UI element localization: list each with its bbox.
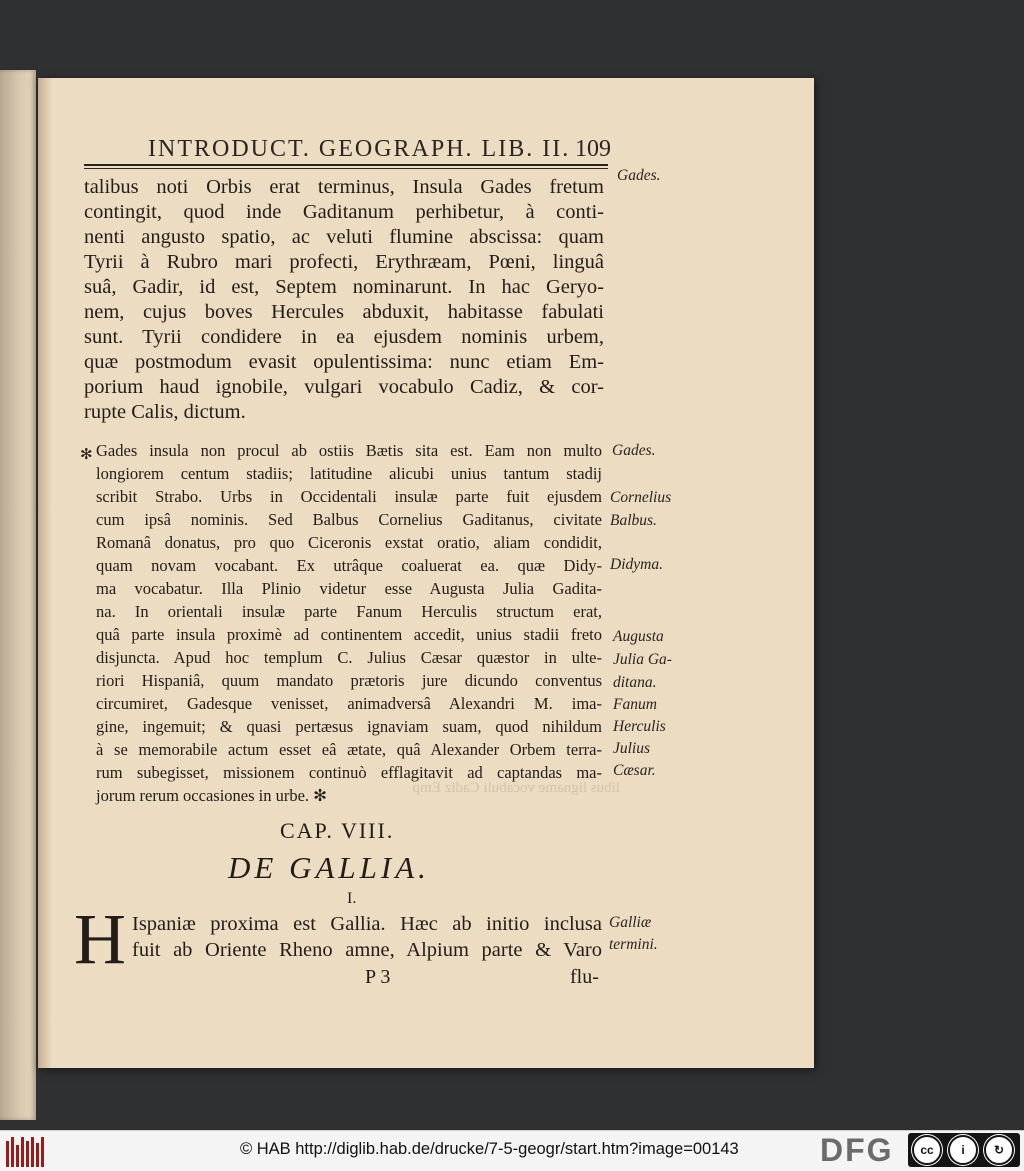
margin-note: Cornelius [610, 489, 672, 506]
margin-note: ditana. [613, 674, 657, 691]
note-line: Gades insula non procul ab ostiis Bætis sita est. Eam non multo [96, 441, 602, 460]
drop-cap: H [74, 899, 126, 979]
note-line: quam novam vocabant. Ex utrâque coaluerat ea. quæ Didy- [96, 556, 602, 575]
header-rule-thin [84, 168, 608, 169]
share-alike-icon: ↻ [984, 1135, 1014, 1165]
note-line: cum ipsâ nominis. Sed Balbus Cornelius Gaditanus, civitate [96, 510, 602, 529]
note-line: circumiret, Gadesque venisset, animadversâ Alexandri M. ima- [96, 694, 602, 713]
cc-license-badge[interactable] [908, 1133, 1020, 1167]
body-text-line: suâ, Gadir, id est, Septem nominarunt. In hac Geryo- [84, 276, 604, 298]
margin-note: Herculis [613, 718, 666, 735]
margin-note: Cæsar. [613, 762, 656, 779]
margin-note: Fanum [613, 696, 657, 713]
margin-note: Julius [613, 740, 651, 757]
note-line: na. In orientali insulæ parte Fanum Herculis structum erat, [96, 602, 602, 621]
margin-note: Didyma. [610, 556, 663, 573]
body-text-line: Tyrii à Rubro mari profecti, Erythræam, Pœni, linguâ [84, 251, 604, 273]
copyright-link[interactable]: © HAB http://diglib.hab.de/drucke/7-5-geogr/start.htm?image=00143 [240, 1140, 739, 1158]
body-text-line: porium haud ignobile, vulgari vocabulo Cadiz, & cor- [84, 376, 604, 398]
attribution-icon: i [948, 1135, 978, 1165]
header-rule [84, 164, 608, 166]
chapter-text-line: fuit ab Oriente Rheno amne, Alpium parte & Varo [132, 939, 602, 961]
catchword: flu- [570, 966, 599, 988]
signature-mark: P 3 [365, 966, 391, 988]
note-line: ma vocabatur. Illa Plinio videtur esse Augusta Julia Gadita- [96, 579, 602, 598]
body-text-line: quæ postmodum evasit opulentissima: nunc etiam Em- [84, 351, 604, 373]
margin-note: Galliæ [609, 914, 652, 931]
body-text-line: nenti angusto spatio, ac veluti flumine abscissa: quam [84, 226, 604, 248]
body-text-line: sunt. Tyrii condidere in ea ejusdem nominis urbem, [84, 326, 604, 348]
running-head: INTRODUCT. GEOGRAPH. LIB. II. [148, 136, 571, 162]
cc-by-label: BY [958, 1157, 968, 1164]
margin-note: Augusta [613, 628, 664, 645]
note-line: longiorem centum stadiis; latitudine alicubi unius tantum stadij [96, 464, 602, 483]
chapter-title: DE GALLIA. [228, 850, 430, 885]
cc-sa-label: SA [992, 1157, 1002, 1164]
note-line: rum subegisset, missionem continuò efflagitavit ad captandas ma- [96, 763, 602, 782]
margin-note: Gades. [617, 167, 661, 184]
note-line: jorum rerum occasiones in urbe. ✻ [96, 786, 328, 805]
margin-note: termini. [609, 936, 658, 953]
note-line: Romanâ donatus, pro quo Ciceronis exstat oratio, aliam condidit, [96, 533, 602, 552]
note-marker-icon: ✻ [80, 445, 93, 463]
body-text-line: rupte Calis, dictum. [84, 401, 246, 423]
body-text-line: nem, cujus boves Hercules abduxit, habitasse fabulati [84, 301, 604, 323]
note-line: riori Hispaniâ, quum mandato prætoris jure dicundo conventus [96, 671, 602, 690]
dfg-logo[interactable]: DFG [820, 1132, 894, 1168]
note-line: disjuncta. Apud hoc templum C. Julius Cæsar quæstor in ulte- [96, 648, 602, 667]
section-number: I. [347, 890, 357, 907]
library-logo-icon[interactable] [6, 1135, 46, 1167]
body-text-line: talibus noti Orbis erat terminus, Insula Gades fretum [84, 176, 604, 198]
body-text-line: contingit, quod inde Gaditanum perhibetur, à conti- [84, 201, 604, 223]
previous-page-edge [0, 70, 36, 1120]
note-line: quâ parte insula proximè ad continentem accedit, unius stadii freto [96, 625, 602, 644]
page-number: 109 [575, 136, 611, 162]
chapter-label: CAP. VIII. [280, 818, 395, 843]
chapter-text-line: Ispaniæ proxima est Gallia. Hæc ab initio inclusa [132, 913, 602, 935]
margin-note: Gades. [612, 442, 656, 459]
note-line: scribit Strabo. Urbs in Occidentali insulæ parte fuit ejusdem [96, 487, 602, 506]
note-line: à se memorabile actum esset eâ ætate, quâ Alexander Orbem terra- [96, 740, 602, 759]
margin-note: Balbus. [610, 512, 657, 529]
margin-note: Julia Ga- [613, 651, 672, 668]
note-line: gine, ingemuit; & quasi pertæsus ignaviam suam, quod nihildum [96, 717, 602, 736]
cc-icon: cc [912, 1135, 942, 1165]
bleed-through-text: libus ligname vocabuli Cadiz Emp [412, 780, 620, 796]
